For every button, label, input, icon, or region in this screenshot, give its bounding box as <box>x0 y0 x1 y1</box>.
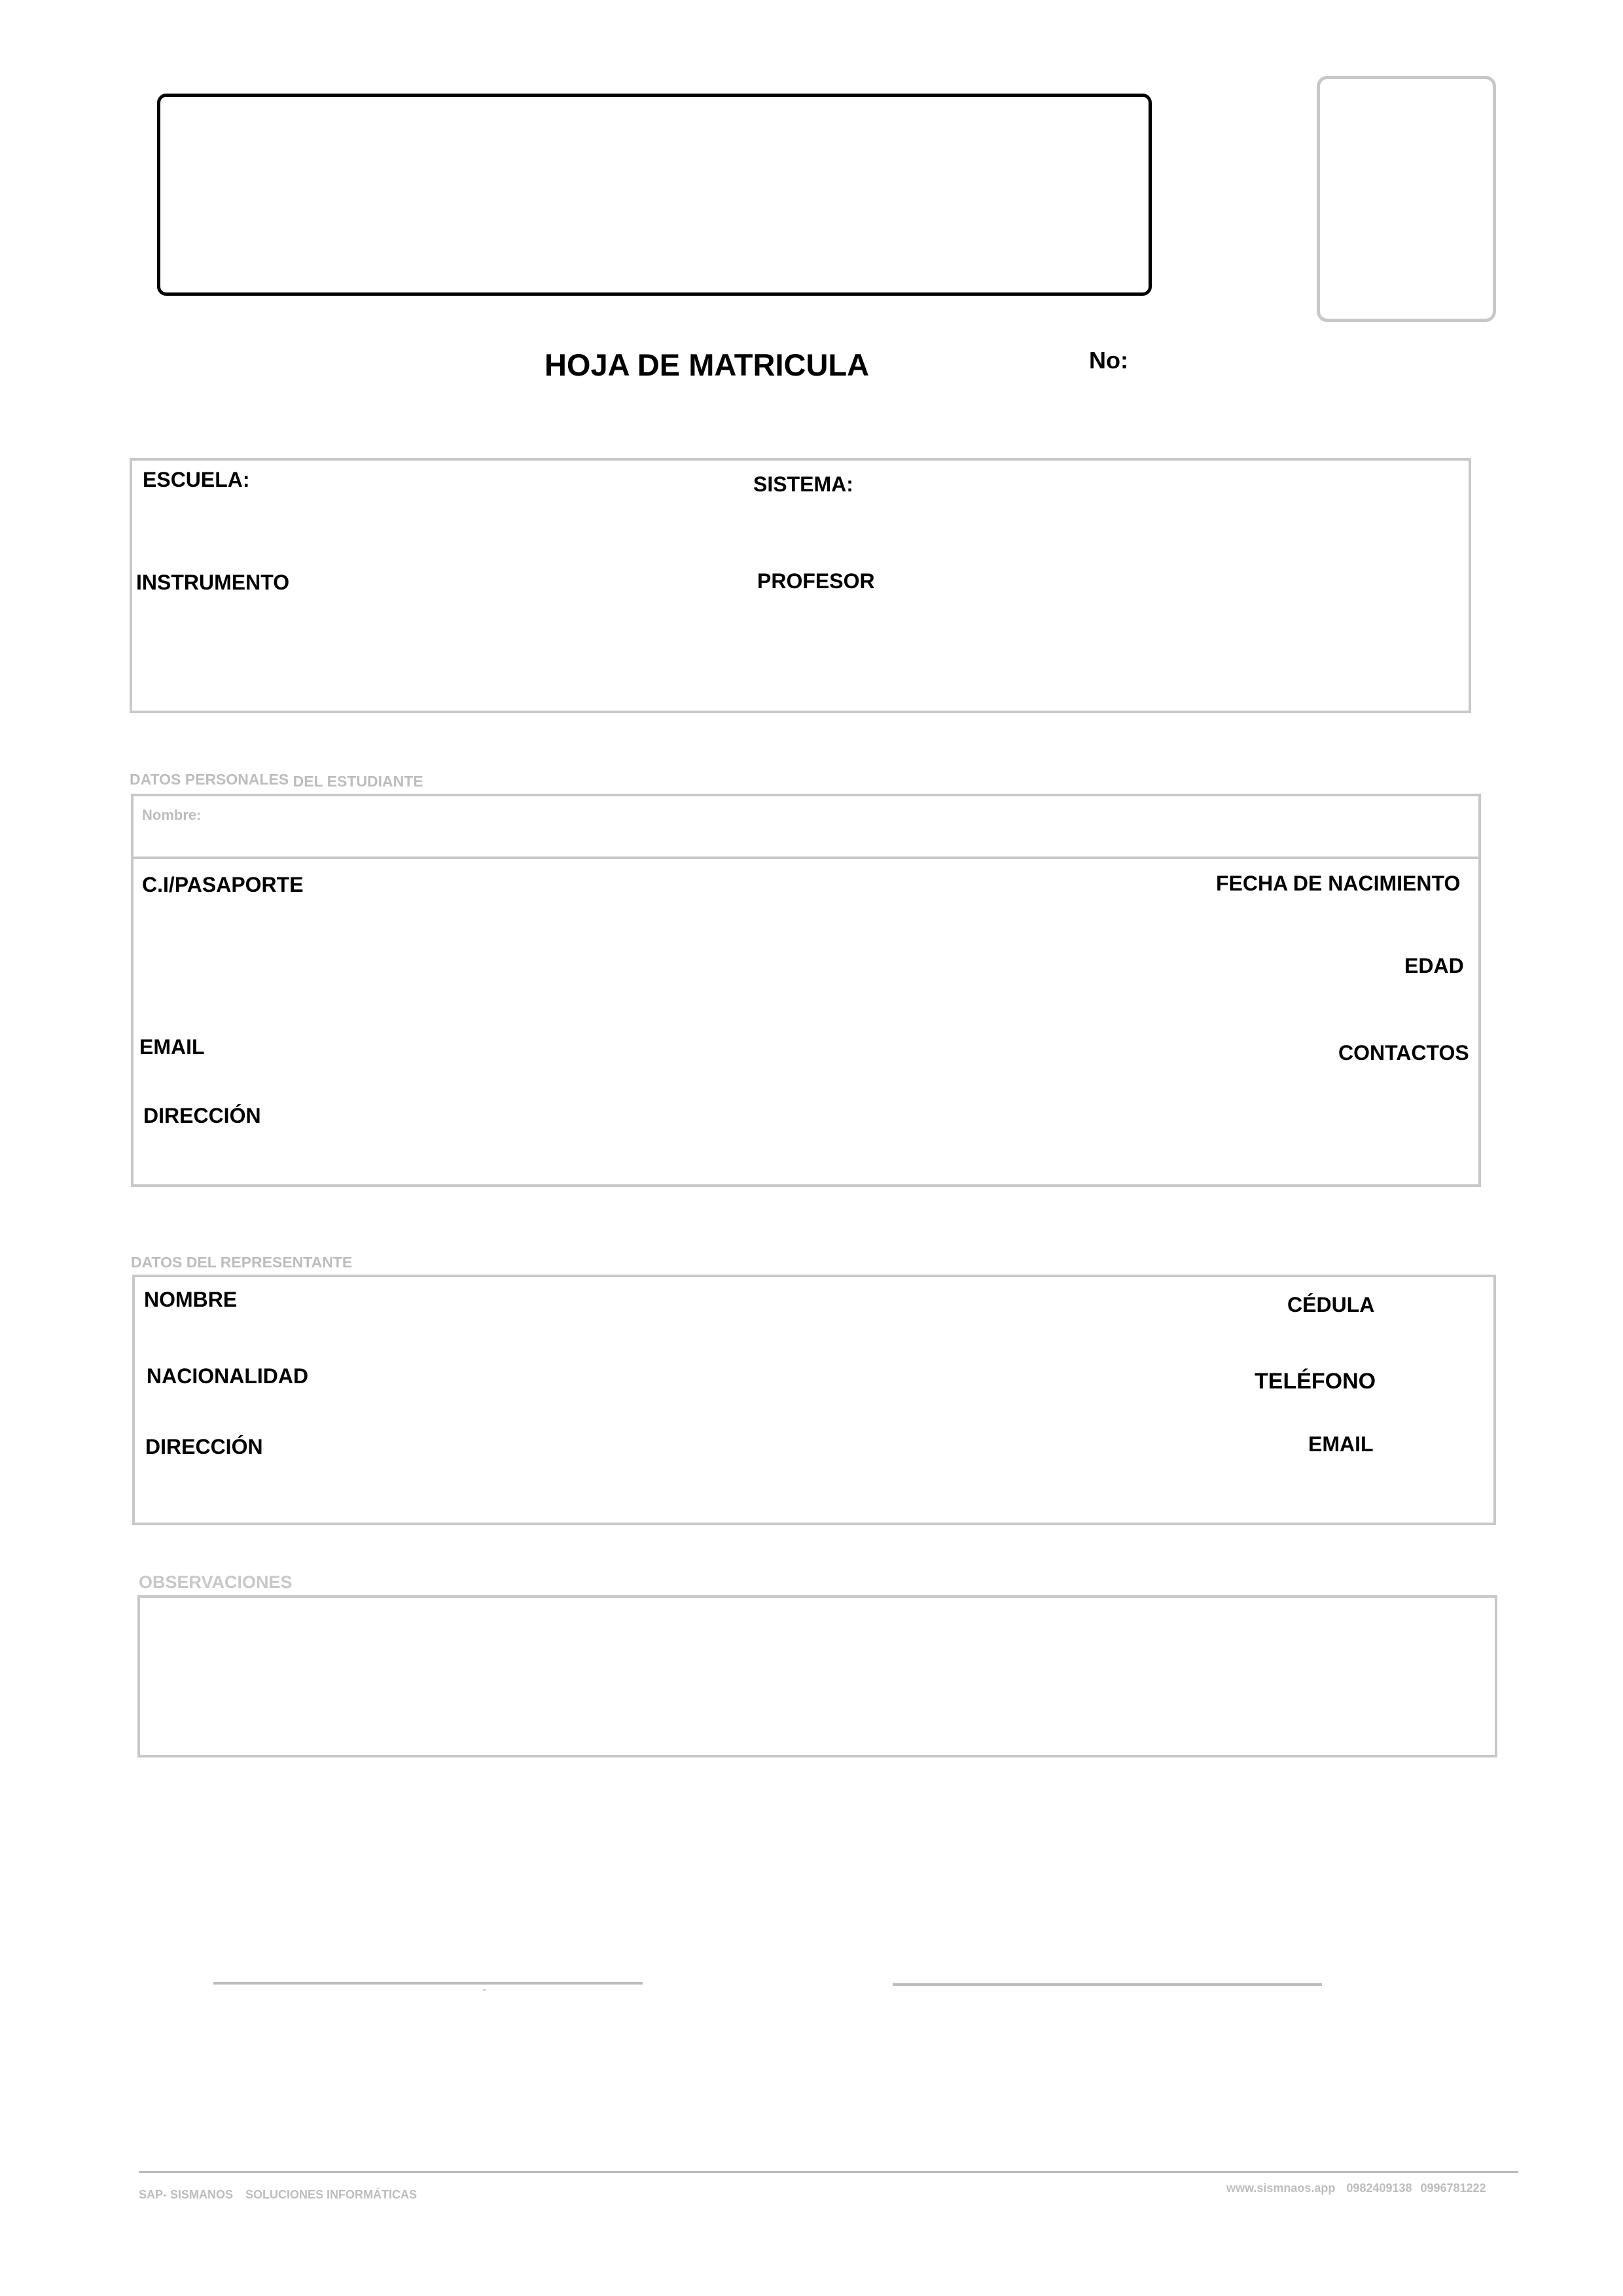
signature-mark: - <box>482 1983 486 1996</box>
sistema-label: SISTEMA: <box>753 472 853 496</box>
observations-title: OBSERVACIONES <box>139 1572 293 1592</box>
age-label: EDAD <box>1404 954 1464 978</box>
student-address-label: DIRECCIÓN <box>143 1104 261 1127</box>
rep-section-title-a: DATOS <box>131 1254 183 1271</box>
footer-company-a: SAP- SISMANOS <box>139 2188 234 2201</box>
rep-name-label: NOMBRE <box>144 1288 238 1311</box>
photo-box <box>1317 76 1496 322</box>
logo-box <box>157 94 1152 296</box>
student-name-label: Nombre: <box>142 807 202 823</box>
ci-label: C.I/PASAPORTE <box>142 873 304 896</box>
instrumento-label: INSTRUMENTO <box>136 571 290 594</box>
observations-box <box>137 1595 1497 1757</box>
representative-section-title <box>131 1254 352 1271</box>
page-title: HOJA DE MATRICULA <box>544 347 870 382</box>
student-section-title-b: DEL ESTUDIANTE <box>293 773 423 790</box>
profesor-label: PROFESOR <box>757 569 875 593</box>
rep-section-title-b: DEL REPRESENTANTE <box>186 1254 353 1271</box>
student-email-label: EMAIL <box>139 1035 205 1059</box>
rep-phone-label: TELÉFONO <box>1255 1369 1376 1394</box>
number-label: No: <box>1089 347 1128 374</box>
rep-cedula-label: CÉDULA <box>1287 1293 1375 1316</box>
escuela-label: ESCUELA: <box>143 468 250 491</box>
rep-address-label: DIRECCIÓN <box>145 1435 263 1458</box>
footer-rule <box>139 2171 1518 2173</box>
contacts-label: CONTACTOS <box>1338 1041 1469 1065</box>
footer-phone-1: 0982409138 <box>1346 2181 1412 2195</box>
footer-company <box>139 2188 417 2202</box>
rep-nationality-label: NACIONALIDAD <box>147 1364 309 1388</box>
birthdate-label: FECHA DE NACIMIENTO <box>1216 872 1461 895</box>
signature-line-left <box>213 1982 643 1985</box>
student-section-title-a: DATOS PERSONALES <box>130 771 289 788</box>
student-details-box <box>131 857 1481 1187</box>
student-section-title <box>130 771 423 788</box>
signature-line-right <box>893 1983 1322 1986</box>
footer-website: www.sismnaos.app <box>1226 2181 1336 2195</box>
footer-company-b: SOLUCIONES INFORMÁTICAS <box>245 2188 418 2201</box>
student-name-box <box>131 794 1481 859</box>
footer-contact <box>1226 2181 1486 2195</box>
footer-phone-2: 0996781222 <box>1420 2181 1486 2195</box>
rep-email-label: EMAIL <box>1308 1432 1374 1456</box>
